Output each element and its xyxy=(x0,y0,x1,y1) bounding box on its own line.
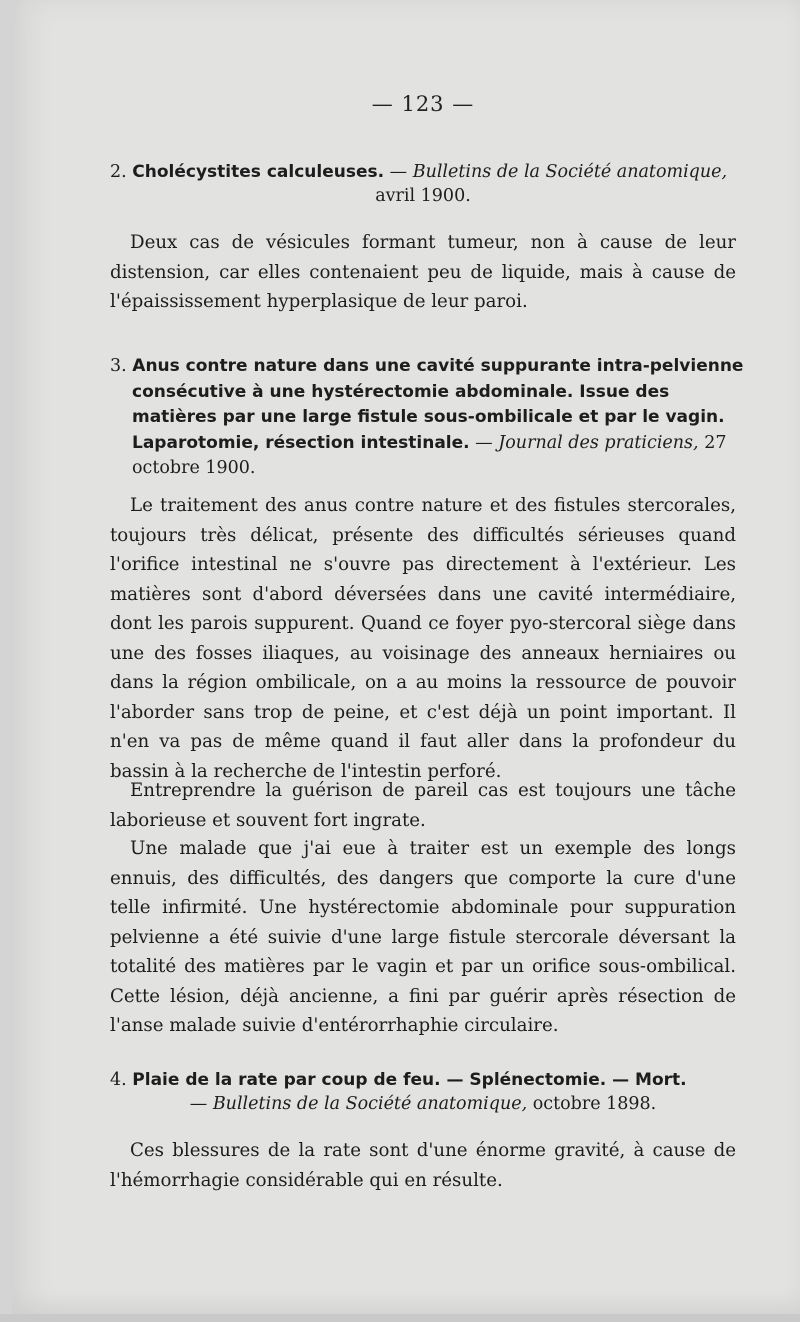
page-number: — 123 — xyxy=(371,92,475,116)
entry-title: Plaie de la rate par coup de feu. — Splénectomie. — Mort. xyxy=(132,1070,687,1090)
entry-3-heading xyxy=(110,354,758,482)
paragraph: Une malade que j'ai eue à traiter est un exemple des longs ennuis, des difficultés, des dangers que comporte la cure d'une telle infirmité. Une hystérectomie abdominale pour suppuration pelvienne a été suivie d'une large fistule stercorale déversant la totalité des matières par le vagin et par un orifice sous-ombilical. Cette lésion, déjà ancienne, a fini par guérir après résection de l'anse malade suivie d'entérorrhaphie circulaire. xyxy=(110,838,736,1036)
entry-title: Cholécystites calculeuses. xyxy=(132,162,385,182)
entry-number: 4. xyxy=(110,1070,127,1090)
entry-date: octobre 1898. xyxy=(532,1094,657,1114)
entry-dash: — xyxy=(384,162,413,182)
paragraph: Entreprendre la guérison de pareil cas est toujours une tâche laborieuse et souvent fort ingrate. xyxy=(110,780,736,831)
entry-number: 3. xyxy=(110,356,127,376)
paragraph: Ces blessures de la rate sont d'une énorme gravité, à cause de l'hémorrhagie considérable qui en résulte. xyxy=(110,1140,736,1191)
entry-date: 27 octobre 1900. xyxy=(132,432,727,478)
entry-2-heading xyxy=(110,160,736,208)
entry-source: Bulletins de la Société anatomique, xyxy=(212,1094,528,1114)
page-edge xyxy=(0,1314,800,1322)
entry-dash: — xyxy=(469,432,499,453)
entry-date: avril 1900. xyxy=(375,186,471,206)
entry-number: 2. xyxy=(110,162,127,182)
paragraph: Deux cas de vésicules formant tumeur, non à cause de leur distension, car elles contenaient peu de liquide, mais à cause de l'épaississement hyperplasique de leur paroi. xyxy=(110,232,736,312)
entry-4-heading xyxy=(110,1068,736,1116)
paragraph: Le traitement des anus contre nature et des fistules stercorales, toujours très délicat, présente des difficultés sérieuses quand l'orifice intestinal ne s'ouvre pas directement à l'extérieur. Les matières sont d'abord déversées dans une cavité intermédiaire, dont les parois suppurent. Quand ce foyer pyo-stercoral siège dans une des fosses iliaques, au voisinage des anneaux herniaires ou dans la région ombilicale, on a au moins la ressource de pouvoir l'aborder sans trop de peine, et c'est déjà un point important. Il n'en va pas de même quand il faut aller dans la profondeur du bassin à la recherche de l'intestin perforé. xyxy=(110,495,736,782)
entry-title: Anus contre nature dans une cavité suppurante intra-pelvienne consécutive à une hystérectomie abdominale. Issue des matières par une large fistule sous-ombilicale et par le vagin. Laparotomie, résection intestinale. xyxy=(132,356,744,453)
entry-source: Journal des praticiens, xyxy=(498,432,699,453)
entry-dash: — xyxy=(189,1094,213,1114)
entry-source: Bulletins de la Société anatomique, xyxy=(412,162,728,182)
